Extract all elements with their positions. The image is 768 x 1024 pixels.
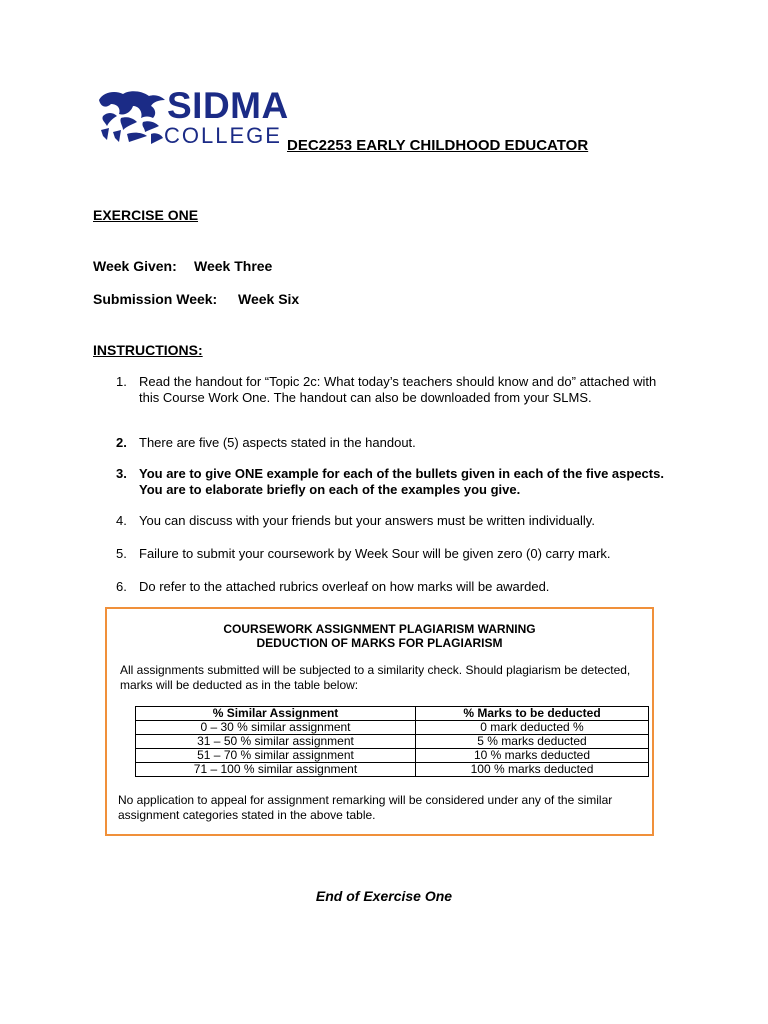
instruction-text: You are to give ONE example for each of the bullets given in each of the five aspects. You are to elaborate briefly on each of the examples you give.: [139, 466, 664, 497]
instruction-text: You can discuss with your friends but your answers must be written individually.: [139, 513, 595, 528]
table-cell: 100 % marks deducted: [416, 763, 649, 777]
college-logo-icon: [93, 86, 168, 150]
table-row: [136, 735, 649, 749]
table-cell: 71 – 100 % similar assignment: [136, 763, 416, 777]
end-of-exercise: End of Exercise One: [315, 888, 453, 904]
column-header-similarity: % Similar Assignment: [136, 707, 416, 721]
instruction-text: Read the handout for “Topic 2c: What today’s teachers should know and do” attached with this Course Work One. The handout can also be downloaded from your SLMS.: [139, 374, 657, 405]
submission-week-label: Submission Week:: [93, 291, 218, 307]
table-row: [136, 763, 649, 777]
instruction-number: 1.: [116, 374, 127, 389]
warning-intro: All assignments submitted will be subjected to a similarity check. Should plagiarism be detected, marks will be deducted as in the table below:: [120, 663, 631, 692]
instruction-number: 6.: [116, 579, 127, 594]
instruction-text: Failure to submit your coursework by Week Sour will be given zero (0) carry mark.: [139, 546, 611, 561]
table-cell: 10 % marks deducted: [416, 749, 649, 763]
week-given-label: Week Given:: [93, 258, 177, 274]
instruction-number: 2.: [116, 435, 127, 450]
table-cell: 0 – 30 % similar assignment: [136, 721, 416, 735]
table-cell: 51 – 70 % similar assignment: [136, 749, 416, 763]
plagiarism-table: [135, 706, 649, 777]
table-cell: 31 – 50 % similar assignment: [136, 735, 416, 749]
table-cell: 5 % marks deducted: [416, 735, 649, 749]
instruction-number: 5.: [116, 546, 127, 561]
warning-subtitle: DEDUCTION OF MARKS FOR PLAGIARISM: [256, 636, 503, 650]
table-header-row: [136, 707, 649, 721]
instruction-text: Do refer to the attached rubrics overleaf on how marks will be awarded.: [139, 579, 550, 594]
column-header-deduction: % Marks to be deducted: [416, 707, 649, 721]
table-row: [136, 749, 649, 763]
table-cell: 0 mark deducted %: [416, 721, 649, 735]
table-row: [136, 721, 649, 735]
submission-week-value: Week Six: [238, 291, 300, 307]
instructions-heading: INSTRUCTIONS:: [93, 342, 203, 358]
logo-wordmark-sidma: SIDMA: [167, 85, 289, 126]
course-title: DEC2253 EARLY CHILDHOOD EDUCATOR: [287, 137, 589, 154]
week-given-value: Week Three: [194, 258, 273, 274]
instruction-number: 3.: [116, 466, 127, 481]
logo-wordmark-college: COLLEGE: [164, 123, 282, 148]
exercise-title: EXERCISE ONE: [93, 207, 199, 223]
instruction-number: 4.: [116, 513, 127, 528]
instruction-text: There are five (5) aspects stated in the handout.: [139, 435, 416, 450]
appeal-note: No application to appeal for assignment remarking will be considered under any of the similar assignment categories stated in the above table.: [118, 793, 613, 822]
warning-title: COURSEWORK ASSIGNMENT PLAGIARISM WARNING: [223, 622, 536, 636]
